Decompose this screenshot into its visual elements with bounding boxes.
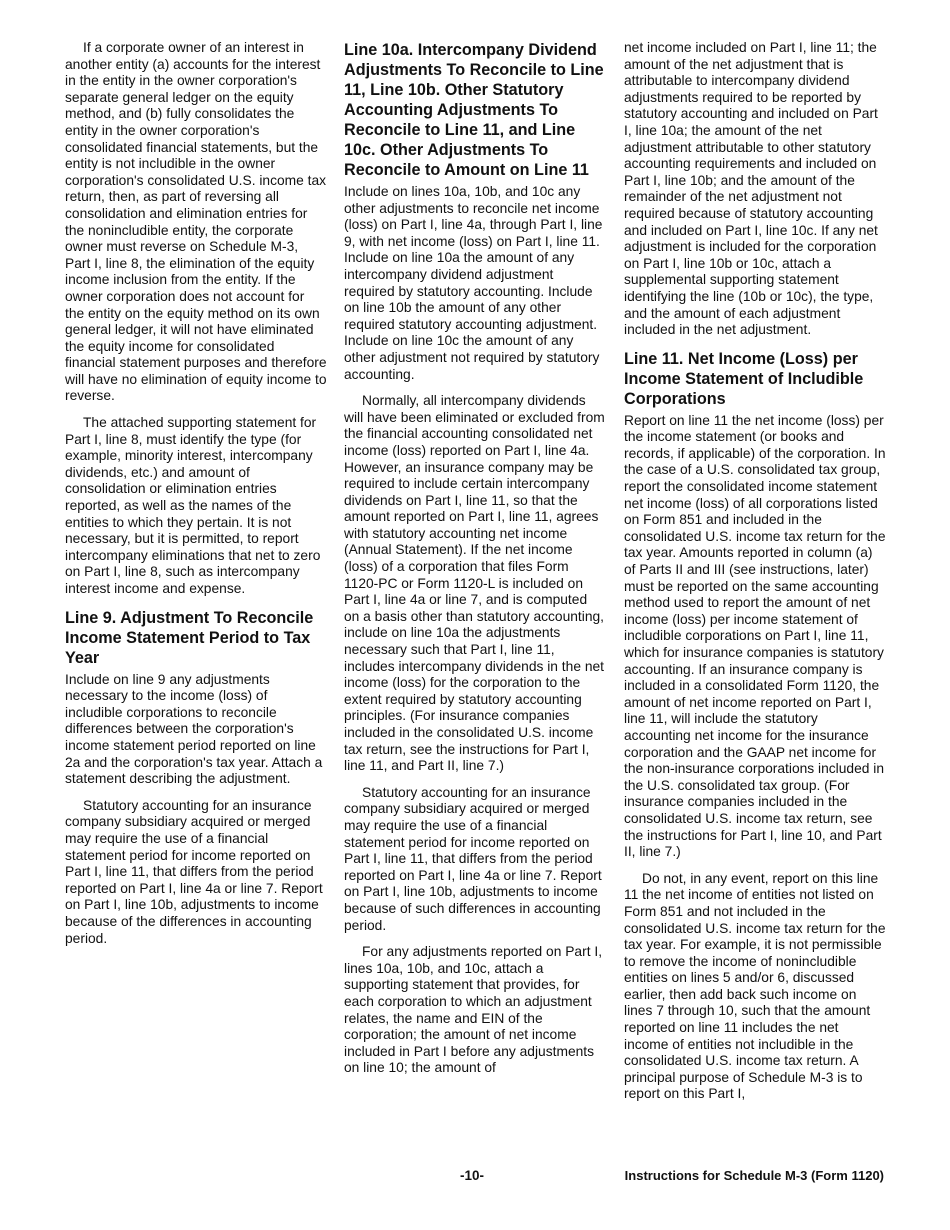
paragraph-statutory-accounting-period: Statutory accounting for an insurance company subsidiary acquired or merged may require the use of a financial statement period for income reported on Part I, line 11, that differs from the period reported on Part I, line 4a or line 7. Report on Part I, line 10b, adjustments to income because of the differences in accounting period. [65,797,323,946]
column-middle [344,40,606,1087]
paragraph-line11-do-not: Do not, in any event, report on this line 11 the net income of entities not listed on Form 851 and not included in the consolidated U.S. income tax return for the tax year. For example, it is not permissible to remove the income of nonincludible entities on lines 5 and/or 6, discussed earlier, then add back such income on lines 7 through 10, such that the amount reported on line 11 includes the net income of entities not includible in the consolidated U.S. income tax return. A principal purpose of Schedule M-3 is to report on this Part I, [624,870,886,1102]
paragraph-net-adjustment-continued: net income included on Part I, line 11; the amount of the net adjustment that is attributable to intercompany dividend adjustments required to be reported by statutory accounting and included on Part I, line 10a; the amount of the net adjustment attributable to other statutory accounting requirements and included on Part I, line 10b; and the amount of the remainder of the net adjustment not required because of statutory accounting and included on Part I, line 10c. If any net adjustment is included for the corporation on Part I, line 10b or 10c, attach a supplemental supporting statement identifying the line (10b or 10c), the type, and the amount of each adjustment included in the net adjustment. [624,40,878,338]
column-left [65,40,327,957]
document-title: Instructions for Schedule M-3 (Form 1120) [624,1168,884,1183]
paragraph-supporting-statement-line10: For any adjustments reported on Part I, lines 10a, 10b, and 10c, attach a supporting statement that provides, for each corporation to which an adjustment relates, the name and EIN of the corporation; the amount of net income included in Part I before any adjustments on line 10; the amount of [344,944,603,1076]
paragraph-equity-method-reversal: If a corporate owner of an interest in another entity (a) accounts for the interest in the entity in the owner corporation's separate general ledger on the equity method, and (b) fully consolidates the entity in the owner corporation's consolidated financial statements, but the entity is not includible in the owner corporation's consolidated U.S. income tax return, then, as part of reversing all consolidation and elimination entries for the nonincludible entity, the corporate owner must reverse on Schedule M-3, Part I, line 8, the elimination of the equity income inclusion from the entity. If the owner corporation does not account for the entity on the equity method on its own general ledger, it will not have eliminated the equity income for consolidated financial statement purposes and therefore will have no elimination of equity income to reverse. [65,40,327,404]
heading-line-10: Line 10a. Intercompany Dividend Adjustments To Reconcile to Line 11, Line 10b. Other Statutory Accounting Adjustments To Reconcile to Line 11, and Line 10c. Other Adjustments To Reconcile to Amount on Line 11 [344,41,604,179]
paragraph-line11-report: Report on line 11 the net income (loss) per the income statement (or books and records, if applicable) of the corporation. In the case of a U.S. consolidated tax group, report the consolidated income statement net income (loss) of all corporations listed on Form 851 and included in the consolidated U.S. income tax return for the tax year. Amounts reported in column (a) of Parts II and III (see instructions, later) must be reported on the same accounting method used to report the amount of net income (loss) per income statement of includible corporations on Part I, line 11, which for insurance companies is statutory accounting. If an insurance company is included in a consolidated Form 1120, the amount of net income reported on Part I, line 11, will include the statutory accounting net income for the insurance corporation and the GAAP net income for the non-insurance corporations included in the U.S. consolidated tax group. (For insurance companies included in the consolidated U.S. income tax return, see the instructions for Part I, line 10, and Part II, line 7.) [624,412,886,860]
paragraph-supporting-statement-line8: The attached supporting statement for Part I, line 8, must identify the type (for example, minority interest, intercompany dividends, etc.) and amount of consolidation or elimination entries reported, as well as the names of the entities to which they pertain. It is not necessary, but it is permitted, to report intercompany eliminations that net to zero on Part I, line 8, such as intercompany interest income and expense. [65,415,321,596]
paragraph-statutory-accounting-period-2: Statutory accounting for an insurance company subsidiary acquired or merged may require the use of a financial statement period for income reported on Part I, line 11, that differs from the period reported on Part I, line 4a or line 7. Report on Part I, line 10b, adjustments to income because of such differences in accounting period. [344,784,602,933]
paragraph-intercompany-dividends: Normally, all intercompany dividends will have been eliminated or excluded from the financial accounting consolidated net income (loss) reported on Part I, line 4a. However, an insurance company may be required to include certain intercompany dividends on Part I, line 11, so that the amount reported on Part I, line 11, agrees with statutory accounting net income (Annual Statement). If the net income (loss) of a corporation that files Form 1120-PC or Form 1120-L is included on Part I, line 4a or line 7, and is computed on a basis other than statutory accounting, include on line 10a the adjustments necessary such that Part I, line 11, includes intercompany dividends in the net income (loss) for the corporation to the extent required by statutory accounting principles. (For insurance companies included in the consolidated U.S. income tax return, see the instructions for Part I, line 11, and Part II, line 7.) [344,393,605,774]
page-number: -10- [460,1168,485,1183]
column-right [624,40,886,1113]
paragraph-line9-adjustments: Include on line 9 any adjustments necessary to the income (loss) of includible corporations to reconcile differences between the corporation's income statement period reported on line 2a and the corporation's tax year. Attach a statement describing the adjustment. [65,671,323,787]
heading-line-11: Line 11. Net Income (Loss) per Income Statement of Includible Corporations [624,349,864,408]
heading-line-9: Line 9. Adjustment To Reconcile Income Statement Period to Tax Year [65,608,314,667]
paragraph-line10-adjustments: Include on lines 10a, 10b, and 10c any other adjustments to reconcile net income (loss) on Part I, line 4a, through Part I, line 9, with net income (loss) on Part I, line 11. Include on line 10a the amount of any intercompany dividend adjustment required by statutory accounting. Include on line 10b the amount of any other required statutory accounting adjustment. Include on line 10c the amount of any other adjustment not required by statutory accounting. [344,184,603,382]
